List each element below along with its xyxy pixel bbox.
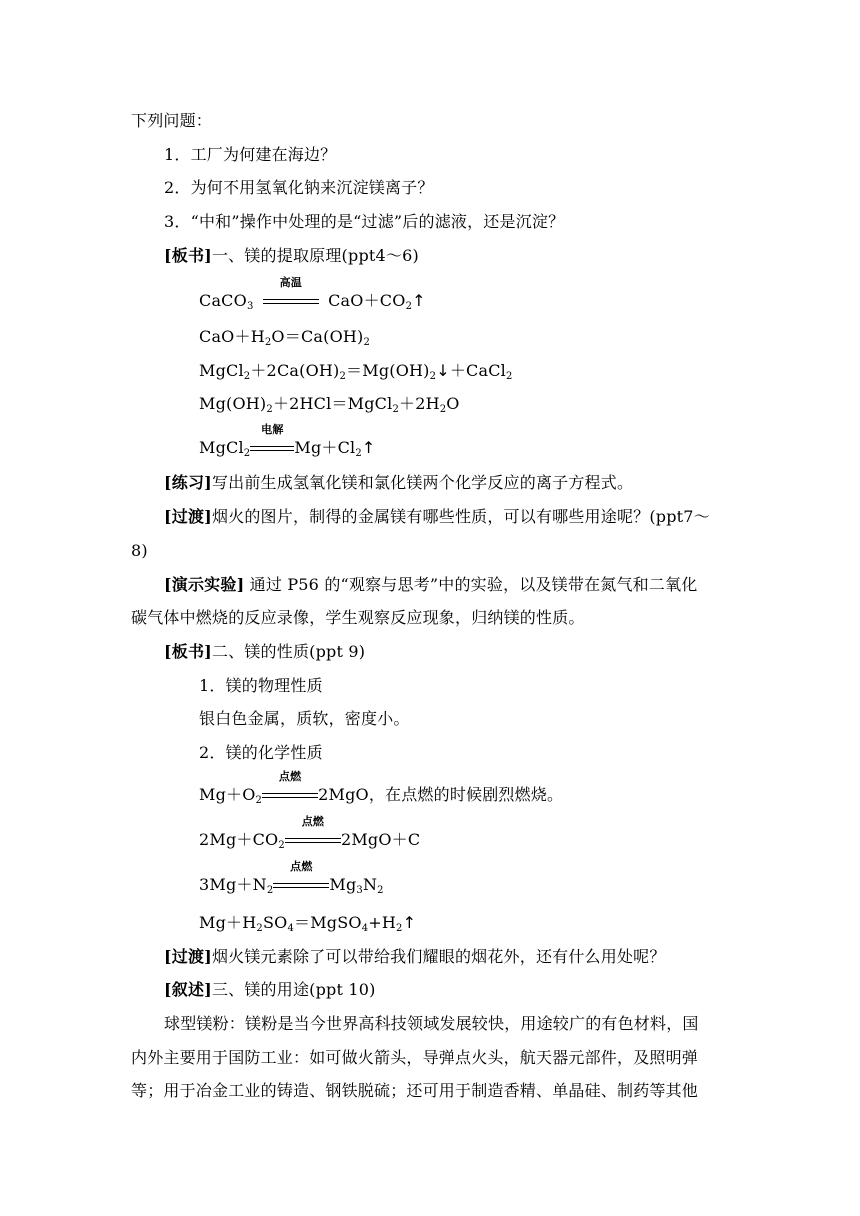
demo-experiment-line: [演示实验] 通过 P56 的“观察与思考”中的实验，以及镁带在氮气和二氧化 (164, 575, 698, 594)
board-heading-2: [板书]二、镁的性质(ppt 9) (164, 642, 366, 661)
question-3: 3．“中和”操作中处理的是“过滤”后的滤液，还是沉淀？ (164, 212, 565, 231)
narration-heading-3: [叙述]三、镁的用途(ppt 10) (164, 980, 376, 999)
paragraph-line: 等；用于冶金工业的铸造、钢铁脱硫；还可用于制造香精、单晶硅、制药等其他 (131, 1081, 699, 1100)
equation-mgcl2-electrolysis: MgCl$_2$ 电解 $Mg+Cl_2↑$ (199, 423, 376, 459)
paragraph-line: 内外主要用于国防工业：如可做火箭头，导弹点火头，航天器元部件，及照明弹 (131, 1048, 699, 1067)
condition-label: 高温 (279, 276, 303, 289)
text-line: 下列问题： (131, 111, 213, 130)
reaction-mg-nitrogen: $3Mg+N_2$ 点燃 $Mg_3N_2$ (199, 860, 384, 896)
condition-label: 电解 (261, 423, 284, 436)
text-line: 8) (131, 541, 148, 560)
paragraph-line: 球型镁粉：镁粉是当今世界高科技领域发展较快，用途较广的有色材料，国 (164, 1014, 699, 1033)
board-heading-1: [板书]一、镁的提取原理(ppt4～6) (164, 246, 419, 265)
condition-label: 点燃 (278, 770, 302, 783)
exercise-line: [练习]写出前生成氢氧化镁和氯化镁两个化学反应的离子方程式。 (164, 473, 634, 492)
question-1: 1．工厂为何建在海边？ (164, 145, 337, 164)
subheading-physical: 1．镁的物理性质 (199, 676, 323, 695)
equation-caco3-decomposition: CaCO$_3$ 高温 $CaO+CO_2↑$ (199, 276, 426, 312)
equation-cao-water: $CaO+H_2O=Ca(OH)_2$ (199, 327, 371, 348)
text-line: 银白色金属，质软，密度小。 (199, 709, 410, 728)
question-2: 2．为何不用氢氧化钠来沉淀镁离子？ (164, 178, 434, 197)
reaction-mg-oxygen: $Mg+O_2$ 点燃 2MgO，在点燃的时候剧烈燃烧。 (199, 770, 564, 806)
transition-line-2: [过渡]烟火镁元素除了可以带给我们耀眼的烟花外，还有什么用处呢？ (164, 947, 666, 966)
equation-mgcl2-caoh2: $MgCl_2+2Ca(OH)_2=Mg(OH)_2↓+CaCl_2$ (199, 361, 513, 382)
reaction-mg-co2: $2Mg+CO_2$ 点燃 2MgO＋C (199, 815, 421, 851)
text-line: 碳气体中燃烧的反应录像，学生观察反应现象，归纳镁的性质。 (131, 608, 585, 627)
equation-mgoh2-hcl: $Mg(OH)_2+2HCl=MgCl_2+2H_2O$ (199, 394, 460, 415)
transition-line: [过渡]烟火的图片，制得的金属镁有哪些性质，可以有哪些用途呢？(ppt7～ (164, 507, 710, 526)
reaction-mg-sulfuric-acid: $Mg+H_2SO_4=MgSO_4+H_2↑$ (199, 913, 417, 934)
condition-label: 点燃 (301, 815, 325, 828)
condition-label: 点燃 (290, 860, 313, 873)
subheading-chemical: 2．镁的化学性质 (199, 743, 323, 762)
